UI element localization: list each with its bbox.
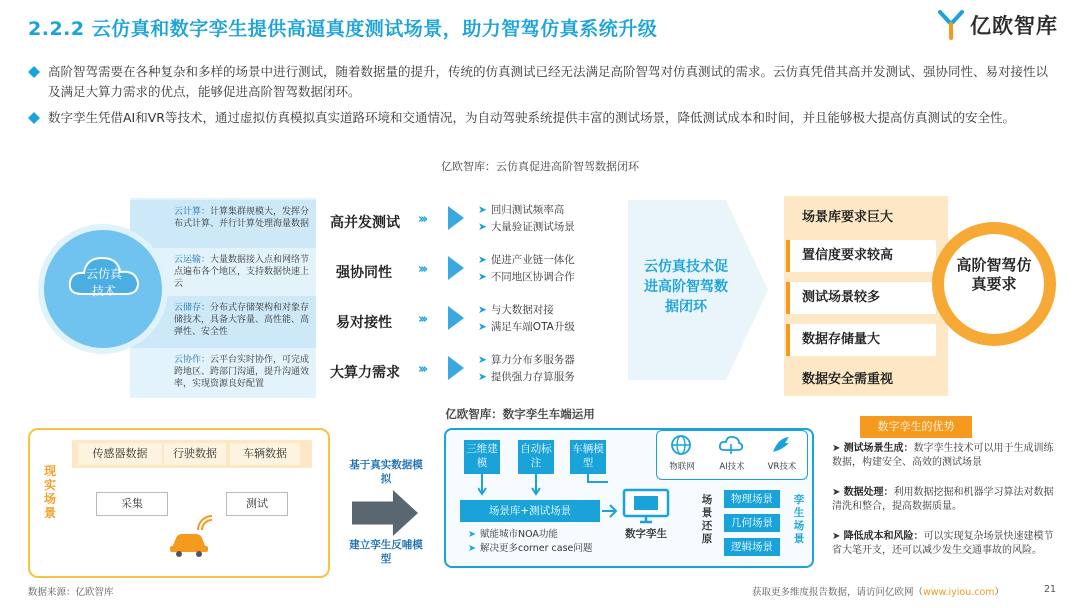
twin-benefits: ➤ 赋能城市NOA功能 ➤ 解决更多corner case问题 (468, 529, 593, 554)
page-title: 2.2.2 云仿真和数字孪生提供高逼真度测试场景，助力智驾仿真系统升级 (28, 18, 658, 40)
req-item: 测试场景较多 (786, 282, 936, 314)
tech-icon-label: AI技术 (719, 462, 745, 472)
advantages-title: 数字孪生的优势 (860, 416, 972, 438)
car-icon (168, 528, 210, 558)
feature-list: ➤ 算力分布多服务器 ➤ 提供强力存算服务 (478, 354, 575, 383)
cloud-section-subtitle: 亿欧智库：云仿真促进高阶智驾数据闭环 (441, 160, 639, 173)
adv-label-concurrency: 高并发测试 (330, 215, 400, 231)
chevron-icon: ››› (418, 212, 426, 227)
collect-box: 采集 (96, 492, 168, 516)
adv-label-compute: 大算力需求 (330, 365, 400, 381)
twin-scene-label: 孪生场景 (793, 494, 805, 545)
arrow-right-icon (448, 206, 464, 230)
arrow-right-icon (448, 306, 464, 330)
down-arrows-icon (478, 472, 608, 498)
feature-list: ➤ 促进产业链一体化 ➤ 不同地区协调合作 (478, 254, 575, 283)
big-arrow-icon (352, 490, 418, 536)
logo-text: 亿欧智库 (970, 14, 1058, 38)
req-item: 数据存储量大 (786, 324, 936, 356)
bullet-1 (28, 62, 1058, 102)
block-3d-modeling: 三维建模 (464, 440, 500, 474)
bullet-text: 数字孪生凭借AI和VR等技术，通过虚拟仿真模拟真实道路环境和交通情况，为自动驾驶系统提供丰富的测试场景，降低测试成本和时间，并且能够极大提高仿真测试的安全性。 (48, 110, 1015, 125)
diamond-bullet-icon (28, 66, 40, 78)
cloud-ai-icon (718, 434, 744, 456)
cloud-label: 云仿真 技术 (85, 267, 122, 298)
signal-icon (196, 514, 216, 532)
tech-icon-label: 物联网 (669, 462, 695, 472)
footer-source: 数据来源：亿欧智库 (28, 587, 114, 598)
tech-row-storage: 云储存：分布式存储架构和对象存储技术，具备大容量、高性能、高弹性、安全性 (130, 296, 316, 348)
vr-icon (770, 434, 792, 456)
block-auto-label: 自动标注 (518, 440, 554, 474)
tech-icon-label: VR技术 (767, 462, 797, 472)
chevron-icon: ››› (418, 312, 426, 327)
scene-library-bar: 场景库+测试场景 (460, 500, 600, 522)
twin-section-subtitle: 亿欧智库：数字孪生车端运用 (445, 407, 595, 421)
real-scene-label: 现实场景 (44, 464, 57, 520)
arrow-right-icon (448, 256, 464, 280)
twin-label: 数字孪生 (625, 528, 667, 540)
req-circle-text: 高阶智驾仿真要求 (956, 256, 1032, 293)
arrow-top-text: 基于真实数据模拟 (349, 459, 423, 485)
globe-icon (670, 434, 692, 456)
chevron-icon: ››› (418, 362, 426, 377)
data-chip: 传感器数据 (78, 443, 162, 465)
data-chip: 车辆数据 (230, 443, 300, 465)
bullet-2 (28, 108, 1058, 128)
data-chip: 行驶数据 (164, 443, 226, 465)
arrow-bottom-text: 建立孪生反哺模型 (349, 539, 423, 565)
diamond-bullet-icon (28, 112, 40, 124)
advantage-item: ➤ 测试场景生成：数字孪生技术可以用于生成训练数据，构建安全、高效的测试场景 (832, 443, 1054, 468)
scene-physical: 物理场景 (724, 490, 780, 508)
logo (938, 10, 1058, 40)
tech-row-transport: 云运输：大量数据接入点和网络节点遍布各个地区，支持数据快速上云 (174, 255, 310, 289)
bullet-text: 高阶智驾需要在各种复杂和多样的场景中进行测试，随着数据量的提升，传统的仿真测试已经无法满足高阶智驾对仿真测试的需求。云仿真凭借其高并发测试、强协同性、易对接性以及满足大算力需求的优点，能够促进高阶智驾数据闭环。 (48, 64, 1049, 99)
arrow-right-icon (448, 356, 464, 380)
scene-geometric: 几何场景 (724, 514, 780, 532)
tech-row-compute: 云计算：计算集群规模大，发挥分布式计算、并行计算处理海量数据 (130, 200, 316, 248)
feature-list: ➤ 回归测试频率高 ➤ 大量验证测试场景 (478, 204, 575, 233)
monitor-icon (622, 488, 670, 524)
footer-link[interactable]: www.iyiou.com (923, 587, 995, 598)
chevron-icon: ››› (418, 262, 426, 277)
footer-more: 获取更多维度报告数据，请访问亿欧网（www.iyiou.com） (752, 587, 1005, 598)
advantage-item: ➤ 降低成本和风险：可以实现复杂场景快速建模节省大笔开支，还可以减少发生交通事故的风险。 (832, 531, 1054, 556)
scene-logical: 逻辑场景 (724, 538, 780, 556)
tech-row-collab: 云协作：云平台实时协作，可完成跨地区、跨部门沟通，提升沟通效率，实现资源良好配置 (174, 355, 310, 389)
advantage-item: ➤ 数据处理：利用数据挖掘和机器学习算法对数据清洗和整合，提高数据质量。 (832, 487, 1054, 512)
center-text: 云仿真技术促进高阶智驾数据闭环 (644, 259, 728, 315)
restore-label: 场景还原 (701, 494, 713, 545)
yiou-logo-icon (938, 10, 964, 40)
req-item: 场景库要求巨大 (786, 202, 936, 234)
test-box: 测试 (226, 492, 288, 516)
adv-label-collab: 强协同性 (336, 265, 392, 281)
block-vehicle-model: 车辆模型 (570, 440, 606, 474)
req-item: 数据安全需重视 (786, 364, 936, 396)
req-item: 置信度要求较高 (786, 240, 936, 272)
adv-label-integration: 易对接性 (336, 315, 392, 331)
arrow-right-icon (602, 500, 620, 522)
feature-list: ➤ 与大数据对接 ➤ 满足车端OTA升级 (478, 304, 575, 333)
page-number: 21 (1044, 584, 1057, 595)
